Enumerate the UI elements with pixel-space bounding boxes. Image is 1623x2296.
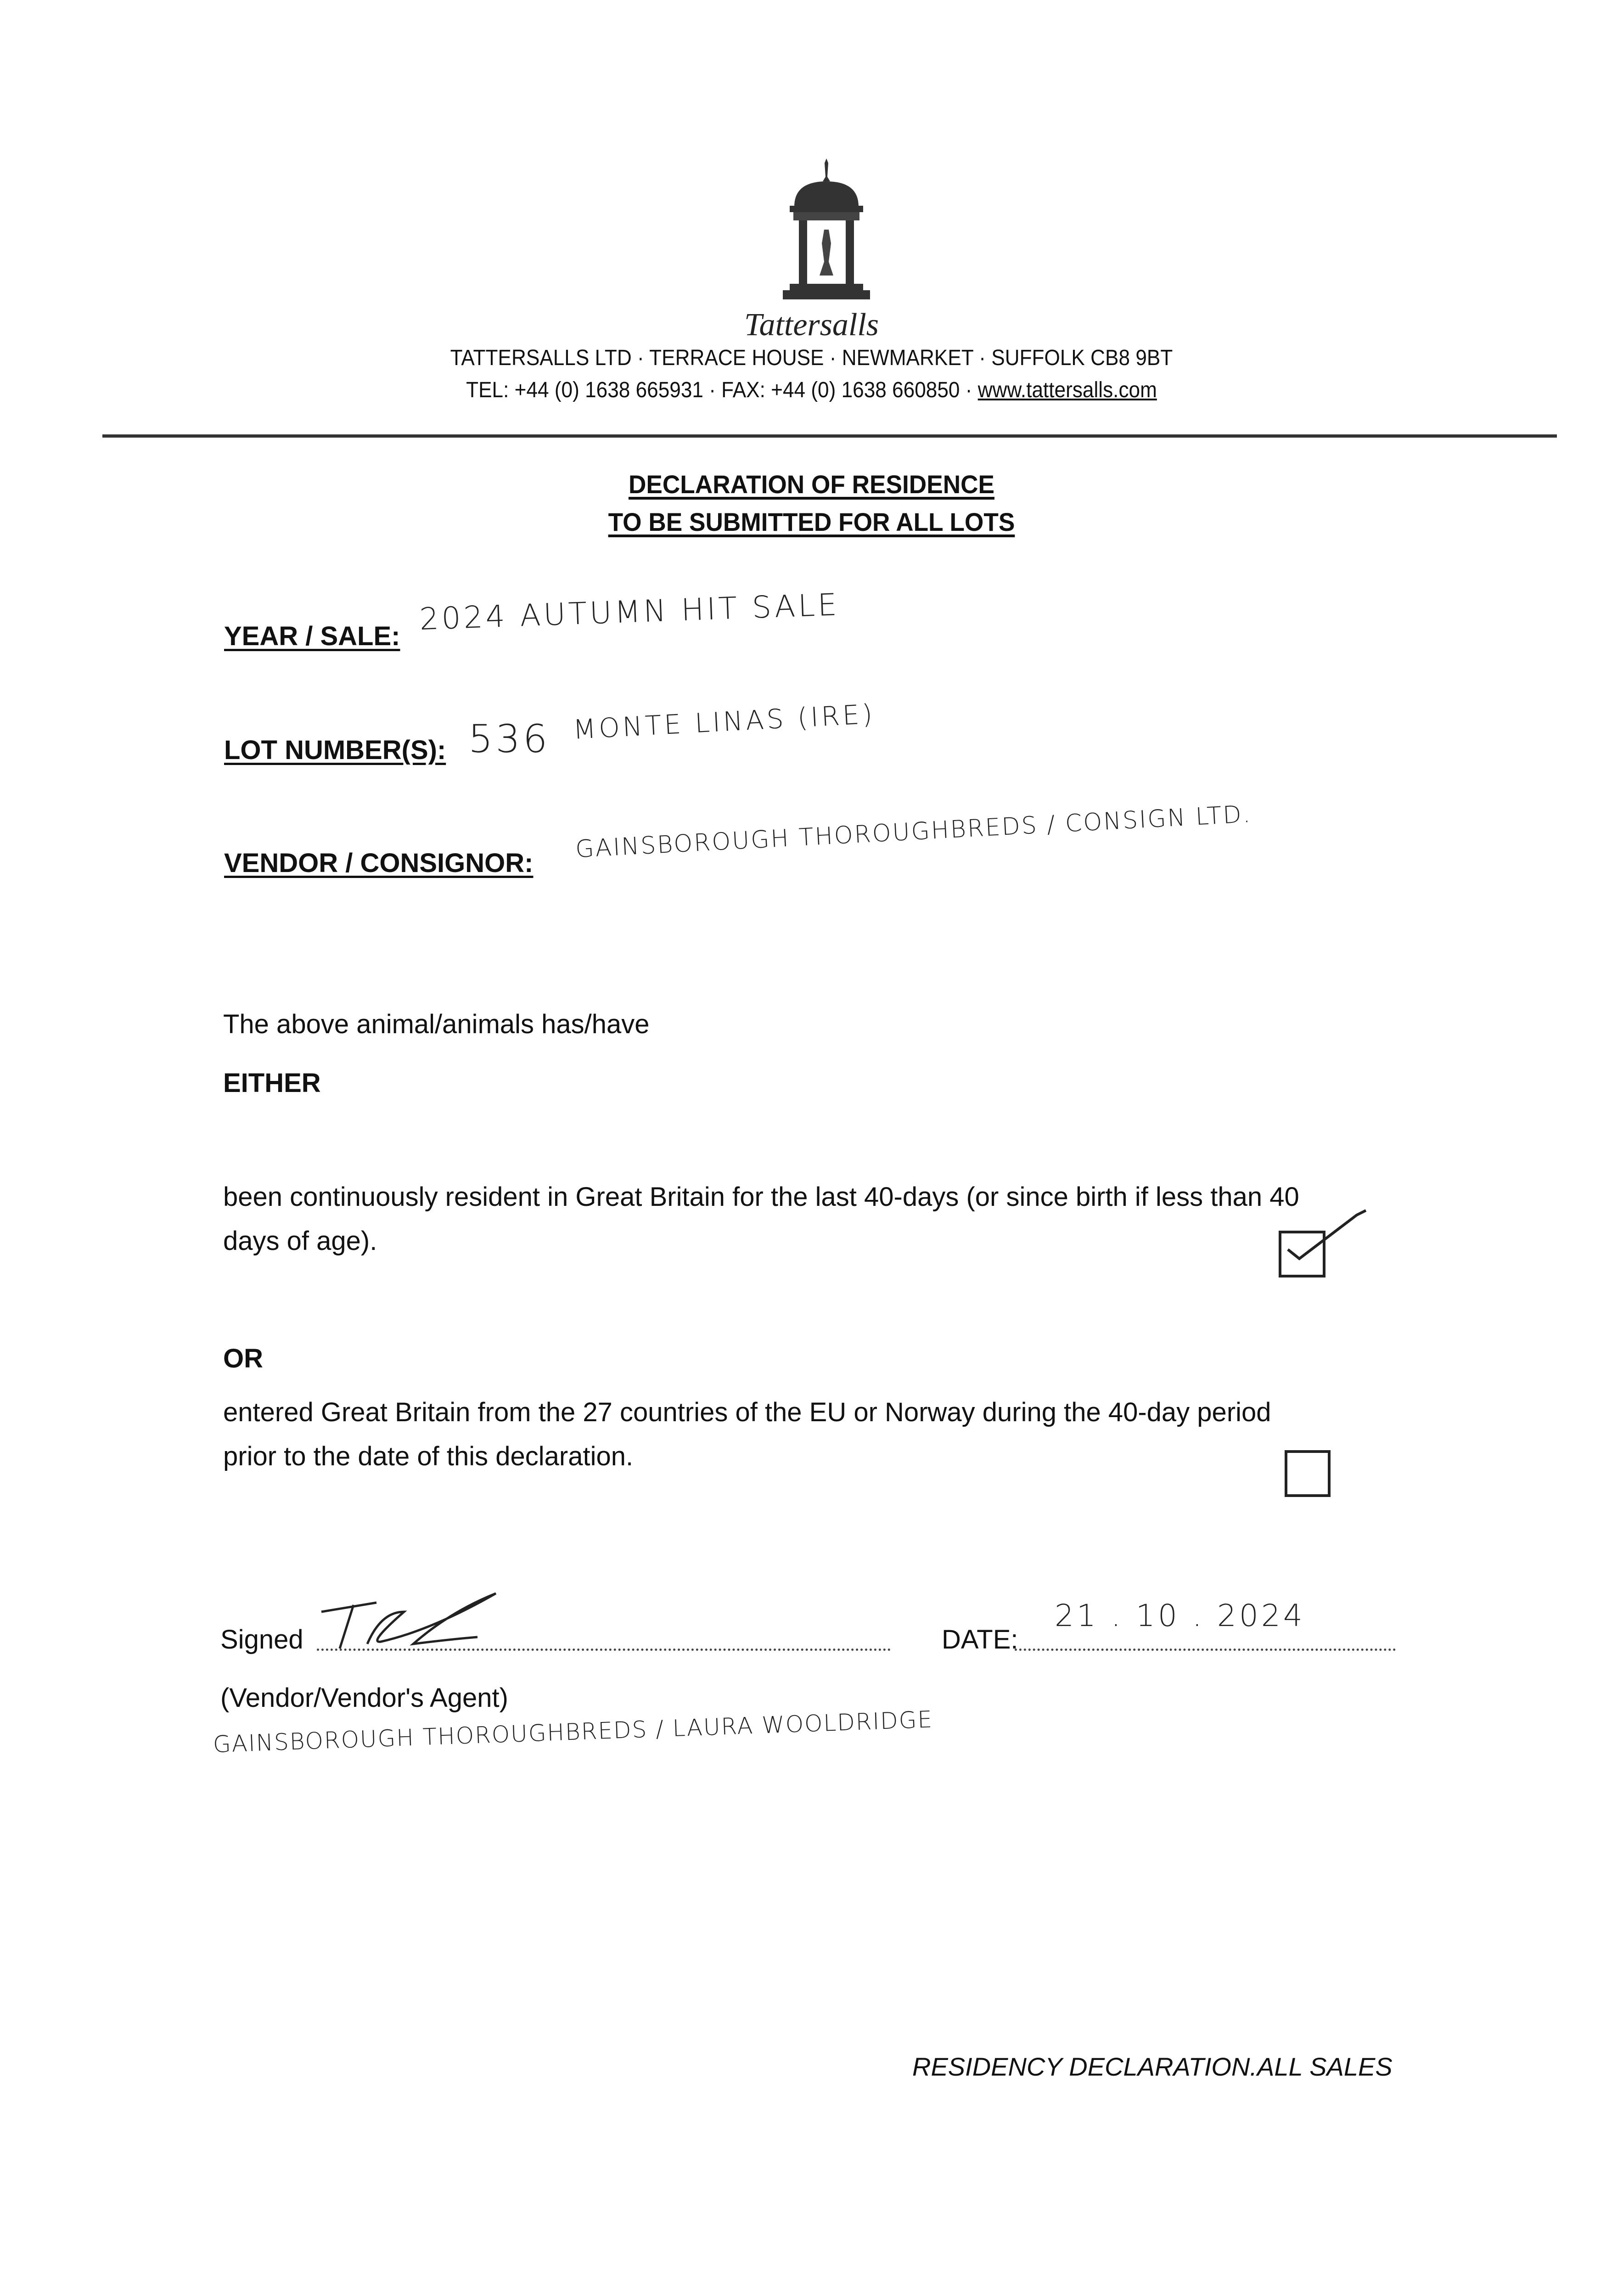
option1-checkbox[interactable] [1279, 1231, 1325, 1277]
vendor-agent-label: (Vendor/Vendor's Agent) [220, 1683, 508, 1713]
signature-icon [312, 1584, 505, 1653]
option2-checkbox[interactable] [1285, 1450, 1331, 1497]
declaration-intro: The above animal/animals has/have [223, 1009, 650, 1039]
or-label: OR [223, 1344, 263, 1373]
option1-text-line1: been continuously resident in Great Britain for the last 40-days (or since birth if less than 40 [223, 1182, 1299, 1212]
option1-text-line2: days of age). [223, 1226, 377, 1256]
lot-number-value: 536 [468, 716, 550, 761]
page-title: DECLARATION OF RESIDENCE [628, 470, 995, 499]
header-divider [102, 434, 1557, 438]
website-link[interactable]: www.tattersalls.com [977, 378, 1157, 402]
page-subtitle: TO BE SUBMITTED FOR ALL LOTS [608, 507, 1015, 536]
date-label: DATE: [942, 1625, 1018, 1654]
option2-text-line1: entered Great Britain from the 27 countries of the EU or Norway during the 40-day period [223, 1397, 1271, 1427]
date-line[interactable] [1015, 1644, 1396, 1651]
lot-horse-name: MONTE LINAS (IRE) [572, 698, 876, 745]
company-address: TATTERSALLS LTD · TERRACE HOUSE · NEWMARKET · SUFFOLK CB8 9BT [450, 346, 1173, 370]
vendor-value: GAINSBOROUGH THOROUGHBREDS / CONSIGN LTD. [574, 800, 1252, 863]
year-sale-label: YEAR / SALE: [224, 621, 400, 651]
lot-number-label: LOT NUMBER(S): [224, 735, 446, 765]
checkmark-icon [1279, 1201, 1380, 1266]
signed-label: Signed [220, 1625, 303, 1654]
form-name: RESIDENCY DECLARATION.ALL SALES [912, 2052, 1393, 2081]
either-label: EITHER [223, 1068, 321, 1098]
tattersalls-logo-icon [781, 156, 872, 303]
brand-name: Tattersalls [744, 307, 879, 343]
signatory-name: GAINSBOROUGH THOROUGHBREDS / LAURA WOOLDRIDGE [212, 1706, 933, 1758]
vendor-label: VENDOR / CONSIGNOR: [224, 848, 534, 878]
date-value: 21 . 10 . 2024 [1055, 1598, 1305, 1633]
company-contact [65, 377, 1558, 403]
year-sale-value: 2024 AUTUMN HIT SALE [419, 587, 840, 637]
contact-numbers: TEL: +44 (0) 1638 665931 · FAX: +44 (0) 1638 660850 · [466, 378, 978, 402]
option2-text-line2: prior to the date of this declaration. [223, 1441, 634, 1471]
